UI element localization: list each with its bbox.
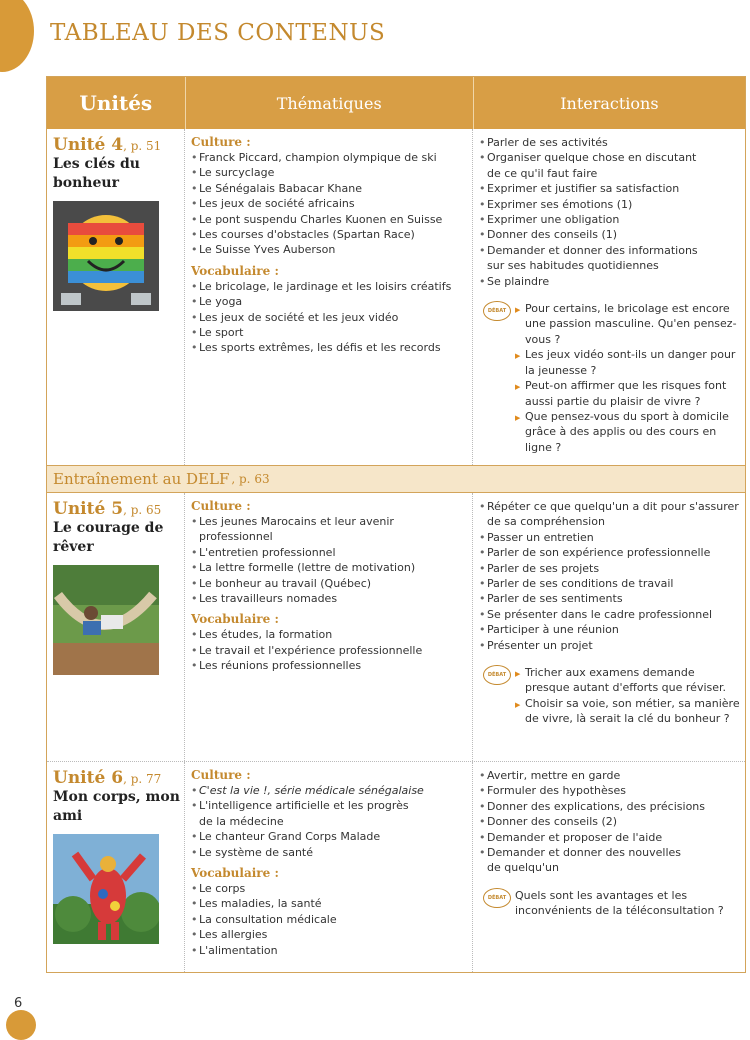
vocab-label: Vocabulaire : <box>191 263 279 278</box>
list-item: • C'est la vie !, série médicale sénégalaise <box>191 783 468 798</box>
debat-block <box>479 665 741 727</box>
list-item: • L'entretien professionnel <box>191 545 468 560</box>
sculpture-illustration <box>53 834 159 944</box>
list-item: • Parler de ses projets <box>479 561 741 576</box>
list-item: • Les maladies, la santé <box>191 896 468 911</box>
list-item: • Le bricolage, le jardinage et les loisirs créatifs <box>191 279 468 294</box>
list-item: • Les travailleurs nomades <box>191 591 468 606</box>
debat-question: ▶ Les jeux vidéo sont-ils un danger pour la jeunesse ? <box>515 347 741 378</box>
list-item: • Le pont suspendu Charles Kuonen en Suisse <box>191 212 468 227</box>
unit-photo-sculpture <box>53 834 159 944</box>
unit-photo-smiley <box>53 201 159 311</box>
debat-icon: DÉBAT <box>483 665 511 685</box>
culture-label: Culture : <box>191 499 251 513</box>
list-item: • Formuler des hypothèses <box>479 783 741 798</box>
table-header <box>47 77 745 129</box>
interactions-cell <box>473 762 745 972</box>
list-item: • Demander et donner des nouvelles <box>479 845 741 860</box>
list-item: • L'alimentation <box>191 943 468 958</box>
hammock-illustration <box>53 565 159 675</box>
header-units: Unités <box>47 77 186 129</box>
list-item: • Se présenter dans le cadre professionnel <box>479 607 741 622</box>
list-item: • Participer à une réunion <box>479 622 741 637</box>
list-item: • Répéter ce que quelqu'un a dit pour s'assurer <box>479 499 741 514</box>
debat-block <box>479 888 741 919</box>
list-item: • Les allergies <box>191 927 468 942</box>
list-item: • Avertir, mettre en garde <box>479 768 741 783</box>
list-item: • Donner des conseils (2) <box>479 814 741 829</box>
vocab-list <box>191 627 468 673</box>
header-thematiques: Thématiques <box>186 77 474 129</box>
contents-table <box>46 76 746 973</box>
culture-list <box>191 514 468 606</box>
list-item: • La consultation médicale <box>191 912 468 927</box>
list-item: • Les études, la formation <box>191 627 468 642</box>
interactions-cell <box>473 129 745 465</box>
corner-decoration <box>0 0 34 72</box>
list-item: • Le bonheur au travail (Québec) <box>191 576 468 591</box>
list-item: • Parler de son expérience professionnelle <box>479 545 741 560</box>
list-item: • Le Sénégalais Babacar Khane <box>191 181 468 196</box>
vocab-label: Vocabulaire : <box>191 612 279 627</box>
debat-question: ▶ Que pensez-vous du sport à domicile grâce à des applis ou des cours en ligne ? <box>515 409 741 455</box>
debat-question: ▶ Choisir sa voie, son métier, sa manière de vivre, là serait la clé du bonheur ? <box>515 696 741 727</box>
interactions-cell <box>473 493 745 761</box>
header-interactions: Interactions <box>560 93 659 113</box>
list-item: • Exprimer et justifier sa satisfaction <box>479 181 741 196</box>
list-item: • Exprimer une obligation <box>479 212 741 227</box>
page-title: TABLEAU DES CONTENUS <box>50 20 386 46</box>
list-item: • Le Suisse Yves Auberson <box>191 242 468 257</box>
delf-label: Entraînement au DELF <box>53 470 230 488</box>
vocab-list <box>191 881 468 958</box>
list-item: sur ses habitudes quotidiennes <box>487 259 659 273</box>
list-item: • Demander et proposer de l'aide <box>479 830 741 845</box>
vocab-label: Vocabulaire : <box>191 866 279 881</box>
list-item: • Se plaindre <box>479 274 741 289</box>
list-item: • Les jeux de société africains <box>191 196 468 211</box>
list-item: • Présenter un projet <box>479 638 741 653</box>
culture-label: Culture : <box>191 768 251 782</box>
debat-question: ▶ Tricher aux examens demande presque autant d'efforts que réviser. <box>515 665 741 696</box>
culture-list <box>191 150 468 258</box>
culture-list <box>191 783 468 860</box>
list-item: • Le chanteur Grand Corps Malade <box>191 829 468 844</box>
list-item: • Donner des explications, des précisions <box>479 799 741 814</box>
interactions-list <box>479 768 741 876</box>
culture-label: Culture : <box>191 135 251 149</box>
unit-photo-hammock <box>53 565 159 675</box>
debat-question: ▶ Pour certains, le bricolage est encore une passion masculine. Qu'en pensez-vous ? <box>515 301 741 347</box>
unit-cell <box>47 129 185 465</box>
list-item: • Le yoga <box>191 294 468 309</box>
unit-row-4 <box>47 129 745 465</box>
debat-icon: DÉBAT <box>483 301 511 321</box>
thematiques-cell <box>185 762 473 972</box>
unit-row-5 <box>47 493 745 761</box>
debat-question: ▶ Peut-on affirmer que les risques font aussi partie du plaisir de vivre ? <box>515 378 741 409</box>
list-item: • Passer un entretien <box>479 530 741 545</box>
unit-heading: Unité 4, p. 51 <box>53 135 162 155</box>
debat-icon: DÉBAT <box>483 888 511 908</box>
unit-title: Les clés du bonheur <box>53 156 140 191</box>
list-item: • Les courses d'obstacles (Spartan Race) <box>191 227 468 242</box>
list-item: • Parler de ses conditions de travail <box>479 576 741 591</box>
list-item: • Les réunions professionnelles <box>191 658 468 673</box>
vocab-list <box>191 279 468 356</box>
list-item: • Les jeunes Marocains et leur avenir professionnel <box>191 514 468 545</box>
list-item: • Parler de ses sentiments <box>479 591 741 606</box>
interactions-list <box>479 499 741 653</box>
list-item: de la médecine <box>199 814 284 828</box>
unit-title: Mon corps, mon ami <box>53 789 180 824</box>
list-item: • Le travail et l'expérience professionnelle <box>191 643 468 658</box>
unit-cell <box>47 493 185 761</box>
list-item: • Le corps <box>191 881 468 896</box>
unit-heading: Unité 6, p. 77 <box>53 768 162 788</box>
delf-band <box>47 465 745 493</box>
list-item: • Le système de santé <box>191 845 468 860</box>
list-item: de quelqu'un <box>487 861 559 875</box>
list-item: de ce qu'il faut faire <box>487 166 598 180</box>
unit-cell <box>47 762 185 972</box>
list-item: • Le surcyclage <box>191 165 468 180</box>
page-number: 6 <box>14 996 23 1011</box>
list-item: de sa compréhension <box>487 515 605 529</box>
thematiques-cell <box>185 129 473 465</box>
list-item: • Les sports extrêmes, les défis et les records <box>191 340 468 355</box>
corner-decoration <box>6 1010 36 1040</box>
list-item: • Les jeux de société et les jeux vidéo <box>191 310 468 325</box>
list-item: • Organiser quelque chose en discutant <box>479 150 741 165</box>
list-item: • La lettre formelle (lettre de motivation) <box>191 560 468 575</box>
list-item: • Donner des conseils (1) <box>479 227 741 242</box>
delf-page: , p. 63 <box>231 472 270 486</box>
unit-title: Le courage de rêver <box>53 520 164 555</box>
list-item: • Parler de ses activités <box>479 135 741 150</box>
list-item: • Exprimer ses émotions (1) <box>479 197 741 212</box>
list-item: • Le sport <box>191 325 468 340</box>
interactions-list <box>479 135 741 289</box>
list-item: • Demander et donner des informations <box>479 243 741 258</box>
unit-heading: Unité 5, p. 65 <box>53 499 162 519</box>
list-item: • Franck Piccard, champion olympique de ski <box>191 150 468 165</box>
debat-question: Quels sont les avantages et les inconvénients de la téléconsultation ? <box>515 888 724 918</box>
debat-block <box>479 301 741 455</box>
unit-row-6 <box>47 762 745 972</box>
smiley-illustration <box>53 201 159 311</box>
thematiques-cell <box>185 493 473 761</box>
list-item: • L'intelligence artificielle et les progrès <box>191 798 468 813</box>
